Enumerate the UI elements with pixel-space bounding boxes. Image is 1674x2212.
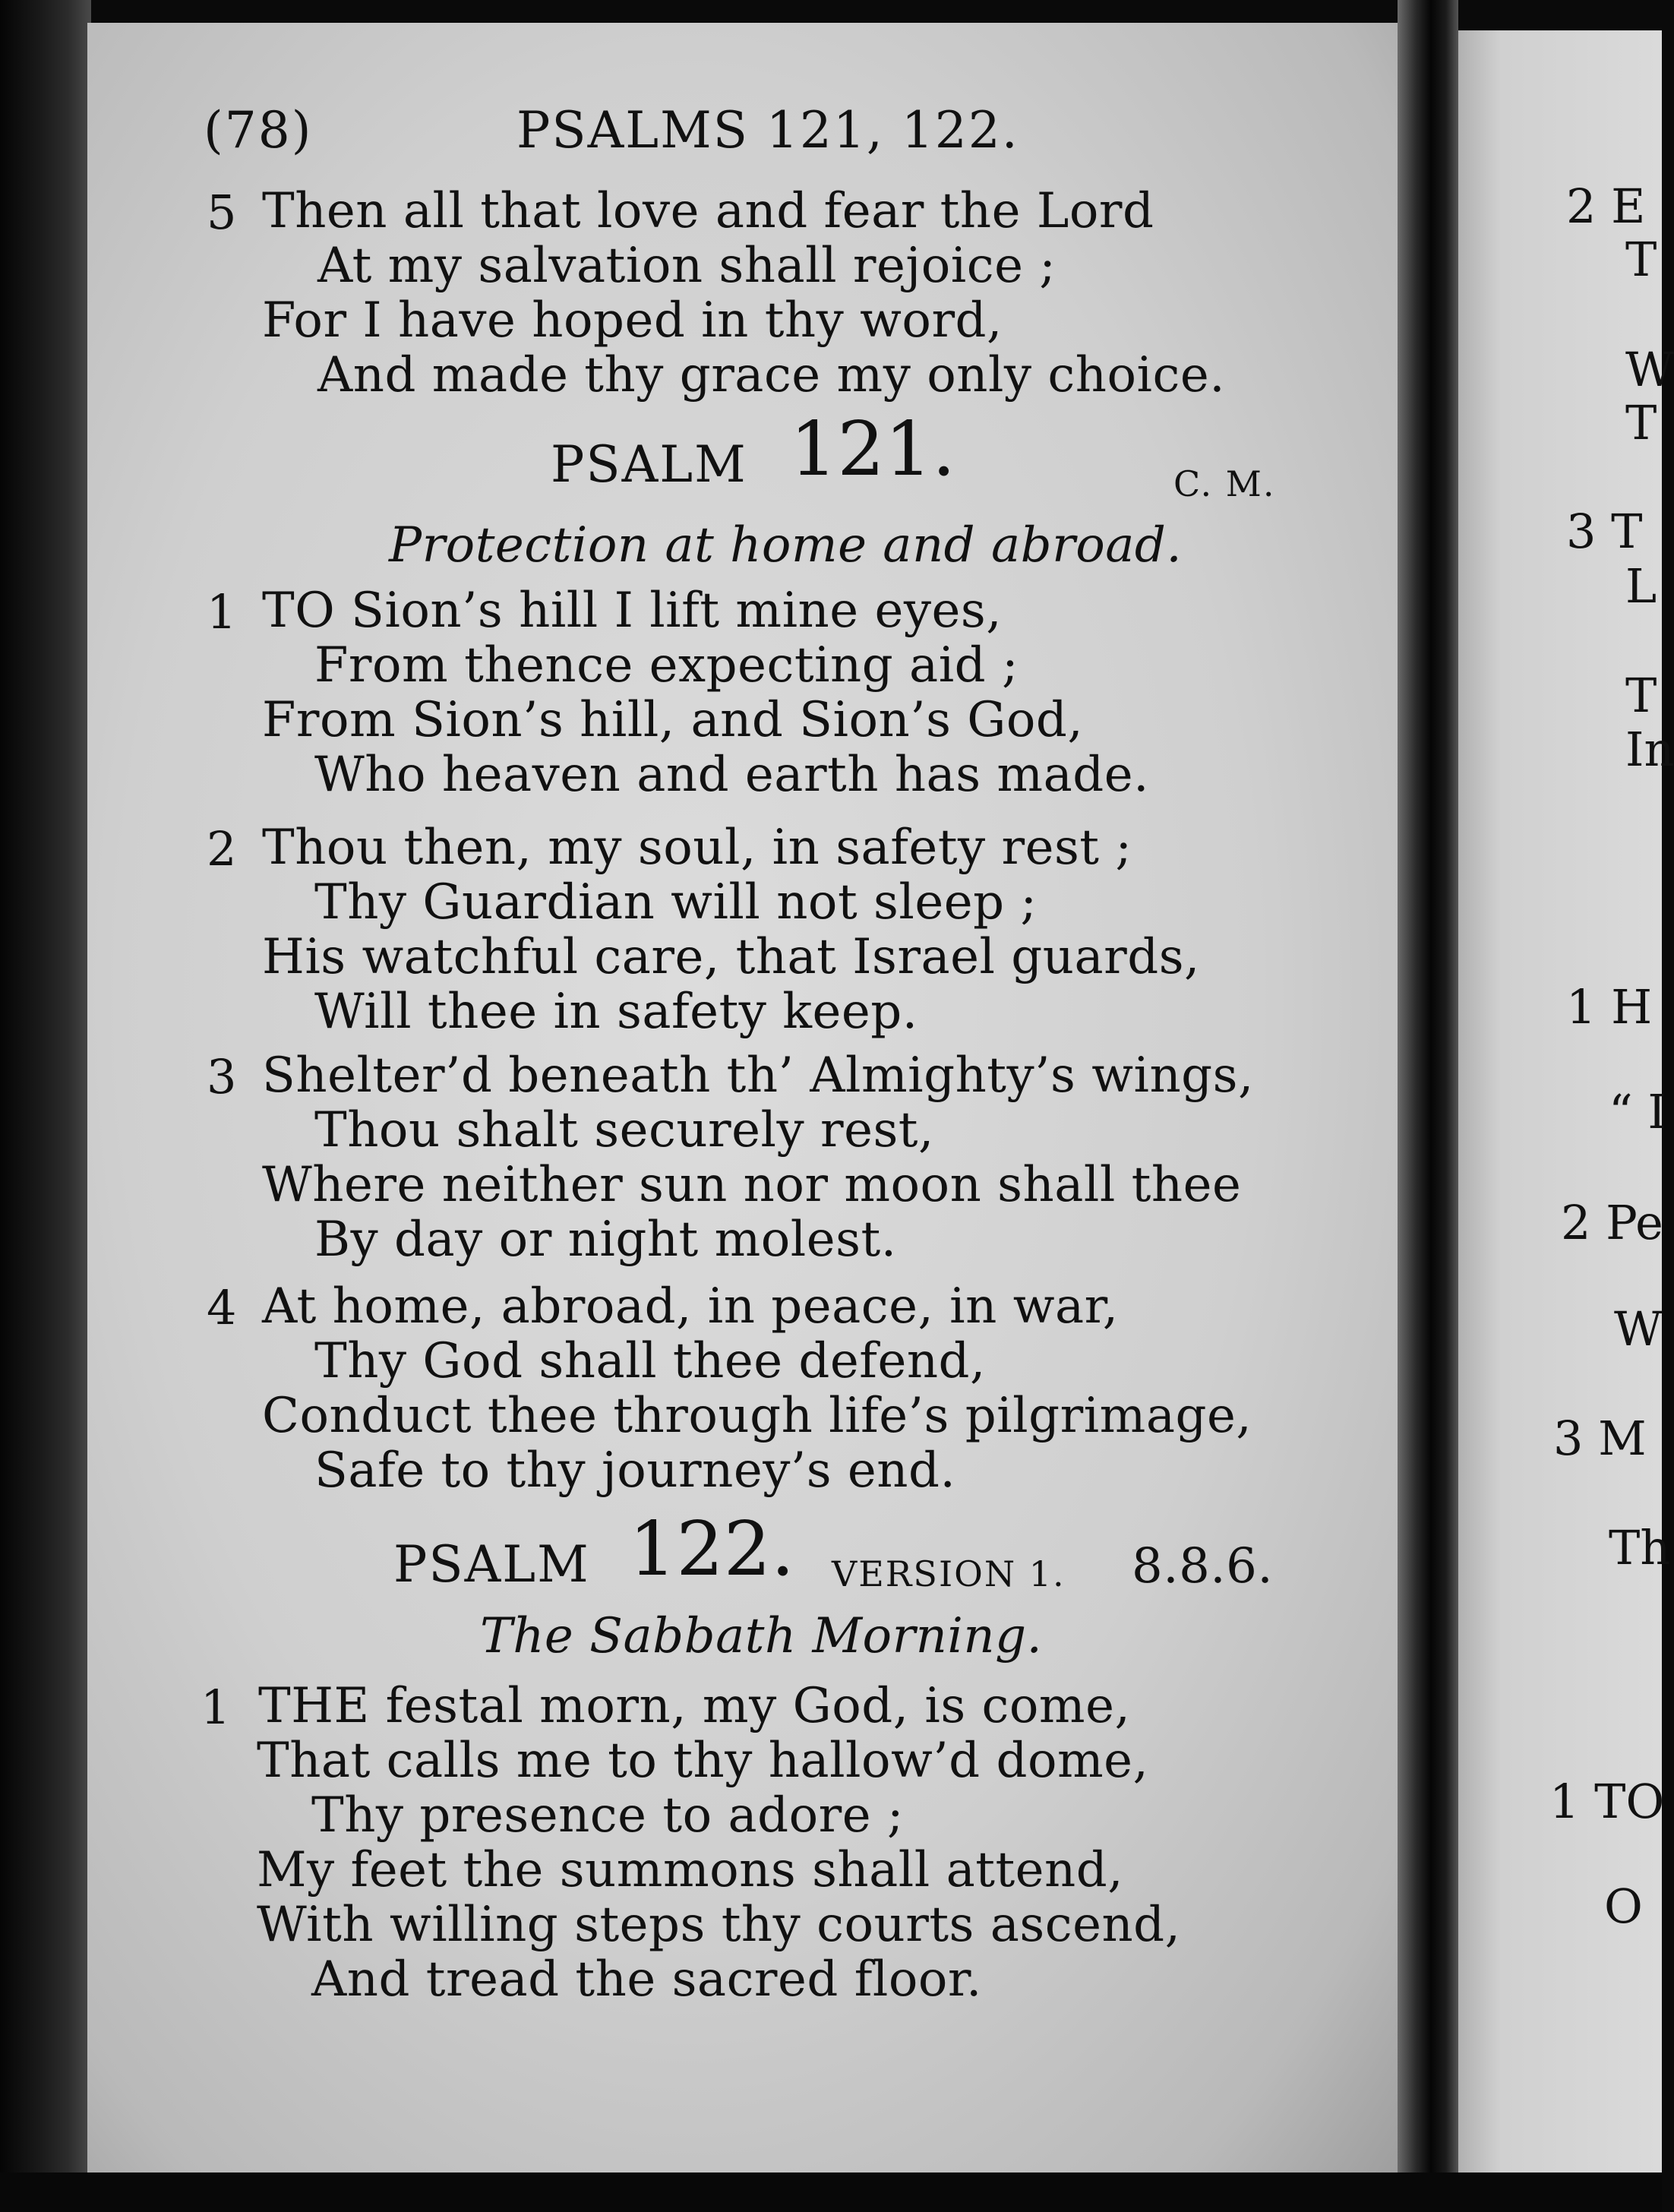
verse-line: Thou shalt securely rest, [314,1102,934,1158]
right-page-fragment: In [1625,722,1674,777]
verse-line: Thy God shall thee defend, [314,1333,986,1389]
verse-number: 4 [207,1280,237,1335]
running-title: PSALMS 121, 122. [516,101,1019,160]
verse-line: At home, abroad, in peace, in war, [262,1278,1119,1335]
verse-line: Where neither sun nor moon shall thee [262,1157,1242,1213]
verse-line: Who heaven and earth has made. [314,747,1149,803]
right-page-fragment: 3 T [1566,504,1643,559]
verse-line: My feet the summons shall attend, [257,1842,1124,1898]
verse-line: By day or night molest. [314,1212,897,1268]
psalm-subtitle: The Sabbath Morning. [480,1608,1043,1664]
right-page-fragment: 2 E [1566,179,1646,234]
verse-line: Will thee in safety keep. [314,984,918,1040]
verse-line: For I have hoped in thy word, [262,292,1003,349]
right-page-fragment: T [1625,232,1657,287]
right-page-fragment: 2 Pe [1561,1195,1663,1250]
verse-line: Then all that love and fear the Lord [262,183,1154,239]
verse-number: 2 [207,821,237,877]
verse-line: And made thy grace my only choice. [317,347,1226,403]
psalm-heading-label: PSALM [393,1535,590,1594]
right-page-fragment: 3 M [1553,1411,1647,1466]
psalm-meter: 8.8.6. [1132,1538,1274,1594]
right-page-fragment: O [1604,1879,1643,1934]
verse-line: His watchful care, that Israel guards, [262,929,1200,985]
verse-line: Thy presence to adore ; [311,1787,904,1844]
right-page-fragment: W [1625,342,1674,397]
verse-line: And tread the sacred floor. [311,1951,982,2008]
verse-line: Thy Guardian will not sleep ; [314,874,1038,931]
psalm-heading-label: PSALM [551,435,747,494]
verse-line: From thence expecting aid ; [314,637,1019,694]
psalm-heading-number: 122. [629,1506,795,1593]
verse-number: 1 [201,1680,231,1735]
verse-number: 3 [207,1049,237,1104]
verse-line: THE festal morn, my God, is come, [258,1678,1131,1734]
right-page-fragment: 1 TO [1549,1774,1665,1829]
verse-line: Thou then, my soul, in safety rest ; [262,820,1132,876]
verse-line: With willing steps thy courts ascend, [257,1897,1181,1953]
right-page-fragment: T [1625,668,1657,723]
right-page-fragment: L [1625,558,1657,614]
verse-line: That calls me to thy hallow’d dome, [257,1733,1149,1789]
right-page-fragment: W [1614,1301,1663,1357]
right-page-fragment: “ I [1609,1084,1666,1139]
verse-line: Conduct thee through life’s pilgrimage, [262,1388,1252,1444]
right-page-fragment: 1 H [1566,979,1653,1035]
right-page-fragment: T [1625,395,1657,450]
psalm-heading-number: 121. [790,406,956,493]
verse-line: From Sion’s hill, and Sion’s God, [262,692,1084,748]
verse-number: 1 [207,584,237,640]
verse-line: TO Sion’s hill I lift mine eyes, [262,583,1003,639]
verse-number: 5 [207,185,237,240]
verse-line: Shelter’d beneath th’ Almighty’s wings, [262,1048,1254,1104]
psalm-version: VERSION 1. [832,1553,1066,1594]
page-number: (78) [204,101,313,160]
right-page-fragment: Th [1609,1520,1671,1575]
psalm-meter: C. M. [1173,463,1276,504]
verse-line: At my salvation shall rejoice ; [317,238,1057,294]
psalm-subtitle: Protection at home and abroad. [389,517,1183,574]
verse-line: Safe to thy journey’s end. [314,1443,956,1499]
